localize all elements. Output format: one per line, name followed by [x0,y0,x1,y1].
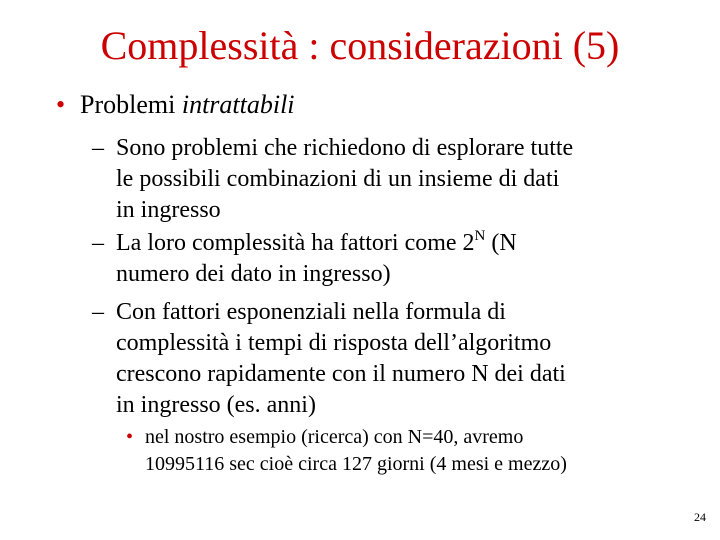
subsubitem-line: nel nostro esempio (ricerca) con N=40, avremo [145,426,524,448]
subitem-line: numero dei dato in ingresso) [116,261,391,287]
subitem-line: in ingresso (es. anni) [116,392,316,418]
subitem-line: in ingresso [116,197,221,223]
subitem-text: (N [485,230,517,256]
bullet-icon: • [126,426,134,448]
subitem-text: La loro complessità ha fattori come 2 [116,230,475,256]
dash-icon: – [92,230,104,256]
subitem-line [116,228,517,259]
dash-icon: – [92,299,104,325]
subitem-line: Con fattori esponenziali nella formula di [116,299,506,325]
bullet-icon: • [56,90,66,119]
bullet-item-problemi [80,90,295,120]
subitem-line: le possibili combinazioni di un insieme di dati [116,166,560,192]
subitem-line: crescono rapidamente con il numero N dei dati [116,361,566,387]
subsubitem-line: 10995116 sec cioè circa 127 giorni (4 mesi e mezzo) [145,453,567,475]
page-number: 24 [694,510,706,524]
dash-icon: – [92,135,104,161]
bullet-emphasis: intrattabili [181,90,295,119]
exponent: N [474,228,486,244]
subitem-line: complessità i tempi di risposta dell’algoritmo [116,330,552,356]
slide-title: Complessità : considerazioni (5) [100,23,620,68]
subitem-line: Sono problemi che richiedono di esplorare tutte [116,135,574,161]
bullet-text: Problemi [80,90,182,119]
